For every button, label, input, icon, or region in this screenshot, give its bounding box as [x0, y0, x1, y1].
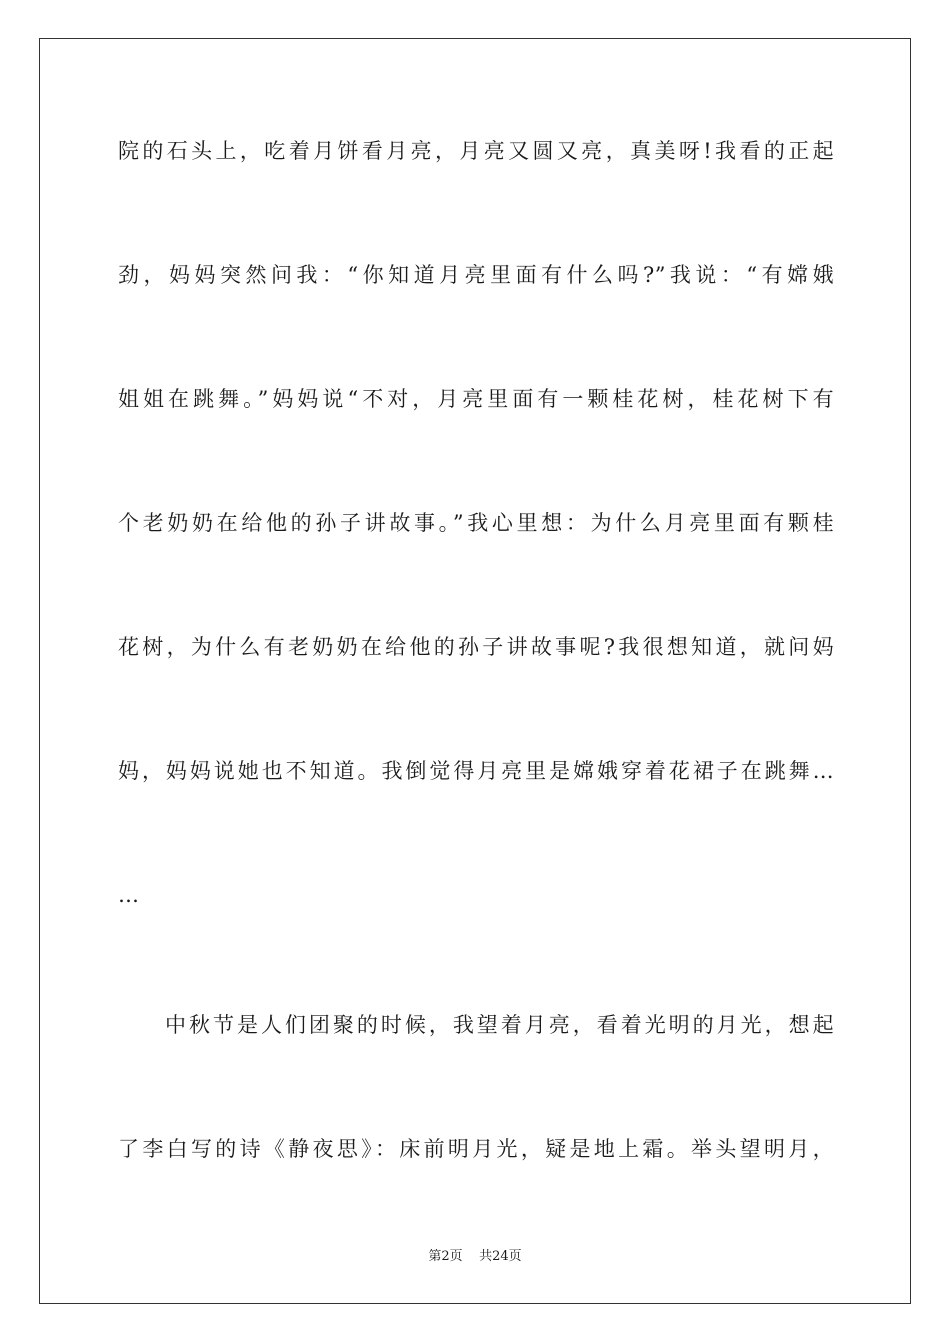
page-number-footer: 第2页 共24页 — [428, 1249, 522, 1264]
text-line-2: 劲，妈妈突然问我：“你知道月亮里面有什么吗?”我说：“有嫦娥 — [118, 263, 834, 287]
text-line-1: 院的石头上，吃着月饼看月亮，月亮又圆又亮，真美呀!我看的正起 — [118, 139, 834, 163]
text-line-3: 姐姐在跳舞。”妈妈说“不对，月亮里面有一颗桂花树，桂花树下有 — [118, 387, 834, 411]
text-line-6: 妈，妈妈说她也不知道。我倒觉得月亮里是嫦娥穿着花裙子在跳舞… — [118, 759, 834, 783]
text-line-7: … — [118, 883, 140, 907]
text-line-4: 个老奶奶在给他的孙子讲故事。”我心里想：为什么月亮里面有颗桂 — [118, 511, 834, 535]
text-line-5: 花树，为什么有老奶奶在给他的孙子讲故事呢?我很想知道，就问妈 — [118, 635, 834, 659]
page-border — [39, 38, 911, 1304]
paragraph-2-line-1: 中秋节是人们团聚的时候，我望着月亮，看着光明的月光，想起 — [165, 1013, 834, 1037]
paragraph-2-line-2: 了李白写的诗《静夜思》：床前明月光，疑是地上霜。举头望明月， — [118, 1137, 834, 1161]
